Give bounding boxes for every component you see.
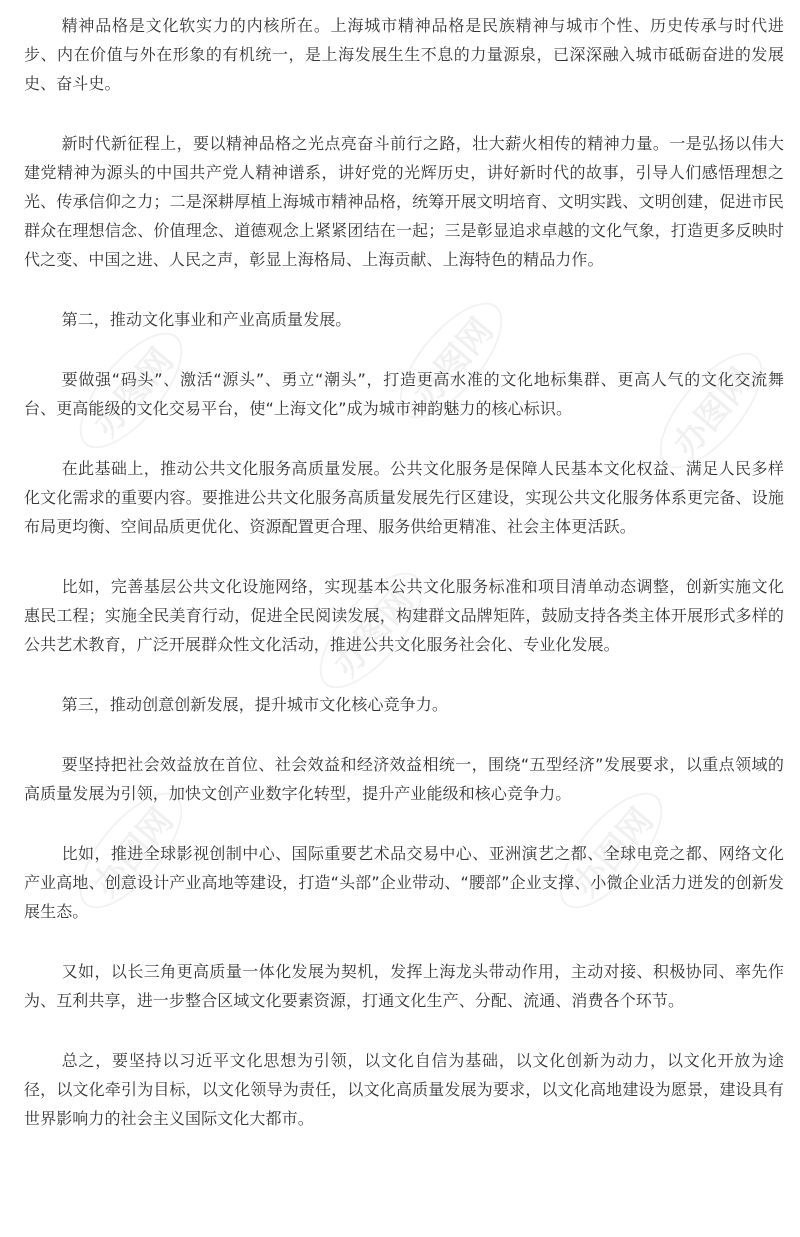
paragraph-spirit-intro: 精神品格是文化软实力的内核所在。上海城市精神品格是民族精神与城市个性、历史传承与时代进步、内在价值与外在形象的有机统一，是上海发展生生不息的力量源泉，已深深融入城市砥砺奋进的发展史、奋斗史。: [24, 16, 784, 93]
watermark: 办图网: [542, 777, 680, 925]
article-body: [24, 11, 784, 1164]
paragraph-example-facilities: 比如，完善基层公共文化设施网络，实现基本公共文化服务标准和项目清单动态调整，创新实施文化惠民工程；实施全民美育行动，促进全民阅读发展，构建群文品牌矩阵，鼓励支持各类主体开展形式多样的公共艺术教育，广泛开展群众性文化活动，推进公共文化服务社会化、专业化发展。: [24, 577, 784, 654]
paragraph-example-global-centers: 比如，推进全球影视创制中心、国际重要艺术品交易中心、亚洲演艺之都、全球电竞之都、网络文化产业高地、创意设计产业高地等建设，打造“头部”企业带动、“腰部”企业支撑、小微企业活力迸发的创新发展生态。: [24, 844, 784, 921]
watermark: 办图网: [62, 777, 200, 925]
watermark: 办图网: [642, 337, 780, 485]
watermark: 办图网: [382, 287, 520, 435]
watermark: 办图网: [302, 557, 440, 705]
section-heading-third: 第三，推动创意创新发展，提升城市文化核心竞争力。: [61, 695, 448, 714]
paragraph-new-era: 新时代新征程上，要以精神品格之光点亮奋斗前行之路，壮大薪火相传的精神力量。一是弘扬以伟大建党精神为源头的中国共产党人精神谱系，讲好党的光辉历史，讲好新时代的故事，引导人们感悟理想之光、传承信仰之力；二是深耕厚植上海城市精神品格，统筹开展文明培育、文明实践、文明创建，促进市民群众在理想信念、价值理念、道德观念上紧紧团结在一起；三是彰显追求卓越的文化气象，打造更多反映时代之变、中国之进、人民之声，彰显上海格局、上海贡献、上海特色的精品力作。: [24, 134, 784, 269]
paragraph-public-culture: 在此基础上，推动公共文化服务高质量发展。公共文化服务是保障人民基本文化权益、满足人民多样化文化需求的重要内容。要推进公共文化服务高质量发展先行区建设，实现公共文化服务体系更完备、设施布局更均衡、空间品质更优化、资源配置更合理、服务供给更精准、社会主体更活跃。: [24, 459, 784, 536]
paragraph-yangtze-delta: 又如，以长三角更高质量一体化发展为契机，发挥上海龙头带动作用，主动对接、积极协同、率先作为、互利共享，进一步整合区域文化要素资源，打通文化生产、分配、流通、消费各个环节。: [24, 962, 784, 1010]
watermark: 办图网: [62, 317, 200, 465]
paragraph-social-benefit: 要坚持把社会效益放在首位、社会效益和经济效益相统一，围绕“五型经济”发展要求，以重点领域的高质量发展为引领，加快文创产业数字化转型，提升产业能级和核心竞争力。: [24, 755, 784, 803]
section-heading-second: 第二，推动文化事业和产业高质量发展。: [61, 310, 352, 329]
paragraph-conclusion: 总之，要坚持以习近平文化思想为引领，以文化自信为基础，以文化创新为动力，以文化开放为途径，以文化牵引为目标，以文化领导为责任，以文化高质量发展为要求，以文化高地建设为愿景，建设具有世界影响力的社会主义国际文化大都市。: [24, 1051, 784, 1128]
paragraph-three-heads: 要做强“码头”、激活“源头”、勇立“潮头”，打造更高水准的文化地标集群、更高人气的文化交流舞台、更高能级的文化交易平台，使“上海文化”成为城市神韵魅力的核心标识。: [24, 370, 784, 418]
